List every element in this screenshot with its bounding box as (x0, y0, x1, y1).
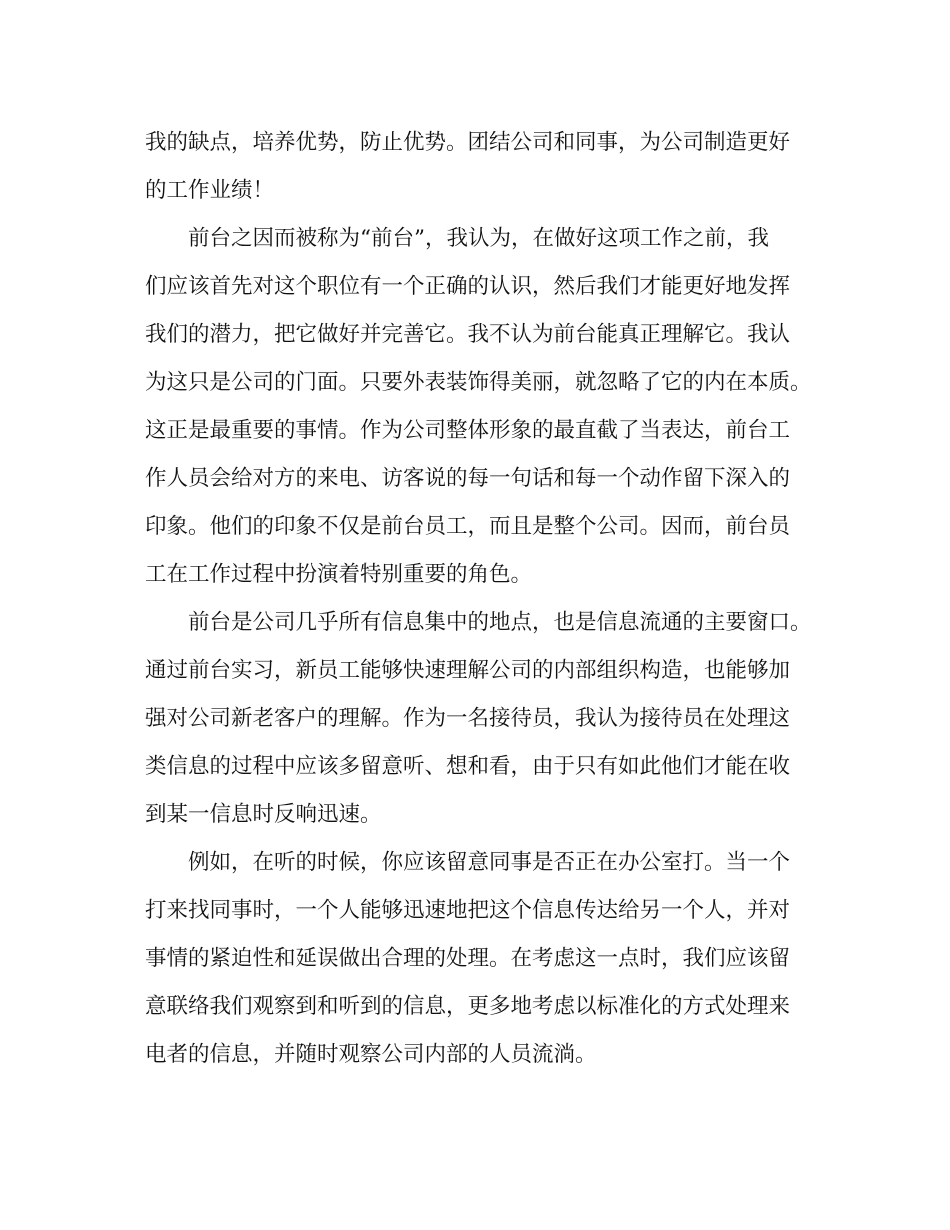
text-line: 的工作业绩！ (145, 178, 275, 203)
text-line: 工在工作过程中扮演着特别重要的角色。 (145, 562, 533, 587)
text-line: 到某一信息时反响迅速。 (145, 802, 382, 827)
text-line: 强对公司新老客户的理解。作为一名接待员，我认为接待员在处理这 (145, 706, 791, 731)
text-line: 我的缺点，培养优势，防止优势。团结公司和同事，为公司制造更好 (145, 130, 791, 155)
text-line: 通过前台实习，新员工能够快速理解公司的内部组织构造，也能够加 (145, 658, 791, 683)
text-line: 作人员会给对方的来电、访客说的每一句话和每一个动作留下深入的 (145, 466, 791, 491)
paragraph-first-line: 前台之因而被称为“前台”，我认为，在做好这项工作之前，我 (188, 226, 769, 251)
text-line: 事情的紧迫性和延误做出合理的处理。在考虑这一点时，我们应该留 (145, 946, 791, 971)
text-line: 打来找同事时，一个人能够迅速地把这个信息传达给另一个人，并对 (145, 898, 791, 923)
text-line: 电者的信息，并随时观察公司内部的人员流淌。 (145, 1042, 597, 1067)
text-line: 印象。他们的印象不仅是前台员工，而且是整个公司。因而，前台员 (145, 514, 791, 539)
text-line: 类信息的过程中应该多留意听、想和看，由于只有如此他们才能在收 (145, 754, 791, 779)
text-line: 我们的潜力，把它做好并完善它。我不认为前台能真正理解它。我认 (145, 322, 791, 347)
paragraph-first-line: 例如，在听的时候，你应该留意同事是否正在办公室打。当一个 (188, 850, 791, 875)
text-line: 意联络我们观察到和听到的信息，更多地考虑以标准化的方式处理来 (145, 994, 791, 1019)
document-body (145, 123, 815, 1083)
text-line: 这正是最重要的事情。作为公司整体形象的最直截了当表达，前台工 (145, 418, 791, 443)
text-line: 们应该首先对这个职位有一个正确的认识，然后我们才能更好地发挥 (145, 274, 791, 299)
paragraph-first-line: 前台是公司几乎所有信息集中的地点，也是信息流通的主要窗口。 (188, 610, 812, 635)
text-line: 为这只是公司的门面。只要外表装饰得美丽，就忽略了它的内在本质。 (145, 370, 812, 395)
